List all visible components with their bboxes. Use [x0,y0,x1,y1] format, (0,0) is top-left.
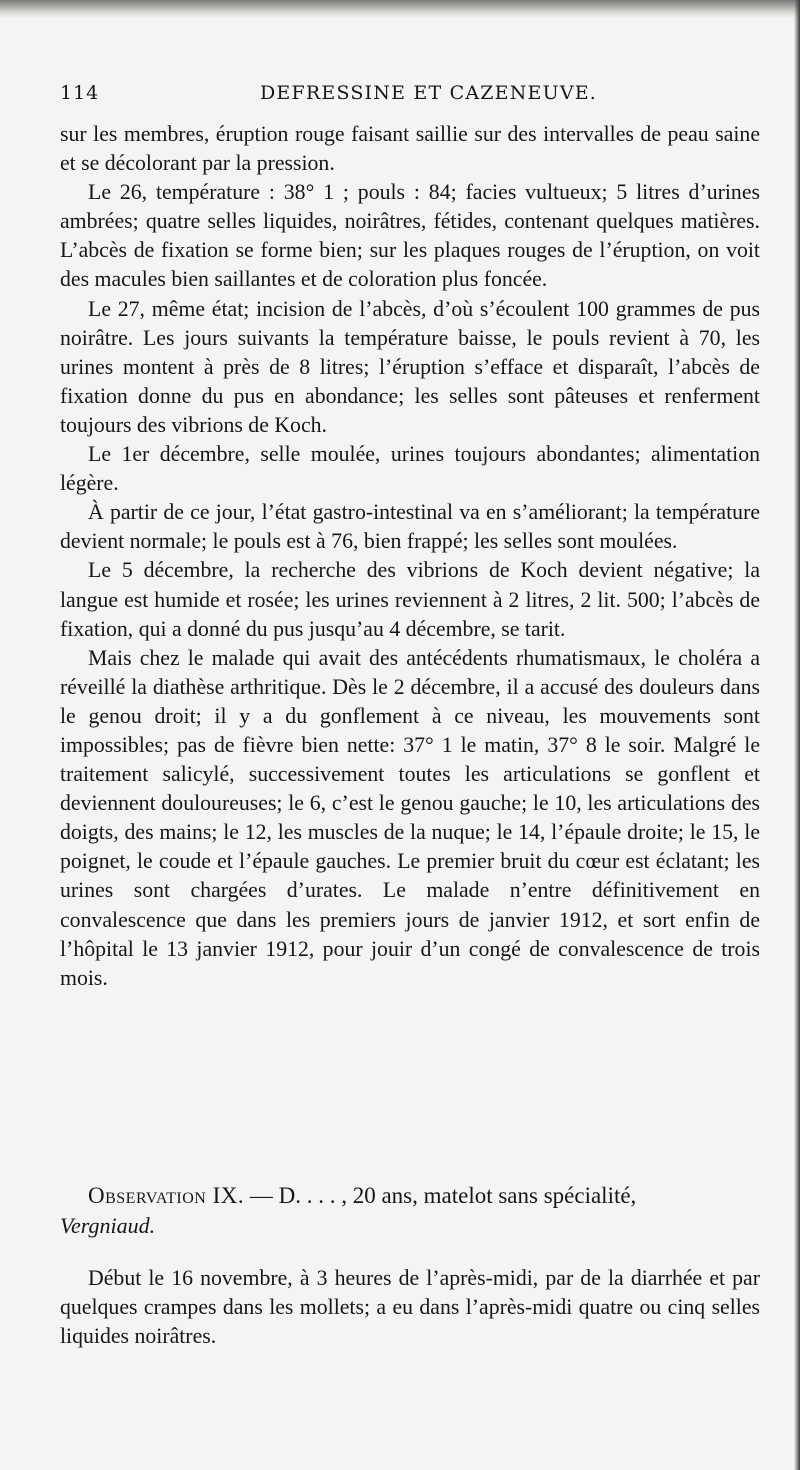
observation-first-paragraph: Début le 16 novembre, à 3 heures de l’après-midi, par de la diarrhée et par quelques crampes dans les mollets; a eu dans l’après-midi quatre ou cinq selles liquides noirâtres. [60,1266,760,1349]
paragraph-rhumatismes: Mais chez le malade qui avait des antécédents rhumatismaux, le choléra a réveillé la diathèse arthritique. Dès le 2 décembre, il a accusé des douleurs dans le genou droit; il y a du gonflement à ce niveau, les mouvements sont impossibles; pas de fièvre bien nette: 37° 1 le matin, 37° 8 le soir. Malgré le traitement salicylé, successivement toutes les articulations se gonflent et deviennent douloureuses; le 6, c’est le genou gauche; le 10, les articulations des doigts, des mains; le 12, les muscles de la nuque; le 14, l’épaule droite; le 15, le poignet, le coude et l’épaule gauches. Le premier bruit du cœur est éclatant; les urines sont chargées d’urates. Le malade n’entre définitivement en convalescence que dans les premiers jours de janvier 1912, et sort enfin de l’hôpital le 13 janvier 1912, pour jouir d’un congé de convalescence de trois mois. [60,645,760,990]
paragraph-5-decembre: Le 5 décembre, la recherche des vibrions de Koch devient négative; la langue est humide et rosée; les urines reviennent à 2 litres, 2 lit. 500; l’abcès de fixation, qui a donné du pus jusqu’au 4 décembre, se tarit. [60,558,760,641]
running-head: DEFRESSINE ET CAZENEUVE. [260,82,598,104]
paragraph-le-26: Le 26, température : 38° 1 ; pouls : 84; facies vultueux; 5 litres d’urines ambrées; quatre selles liquides, noirâtres, fétides, contenant quelques matières. L’abcès de fixation se forme bien; sur les plaques rouges de l’éruption, on voit des macules bien saillantes et de coloration plus foncée. [60,180,760,292]
observation-heading-block [60,1181,760,1241]
observation-label: Observation IX. [88,1183,245,1208]
observation-heading [60,1181,760,1211]
page-header [60,82,760,112]
page-right-edge [794,0,800,1470]
paragraph-a-partir: À partir de ce jour, l’état gastro-intestinal va en s’améliorant; la température devient normale; le pouls est à 76, bien frappé; les selles sont moulées. [60,500,760,554]
page-number: 114 [60,82,100,104]
observation-body [60,1264,760,1351]
body-text [60,120,760,993]
paragraph-le-27: Le 27, même état; incision de l’abcès, d’où s’écoulent 100 grammes de pus noirâtre. Les jours suivants la température baisse, le pouls revient à 70, les urines montent à près de 8 litres; l’éruption s’efface et disparaît, l’abcès de fixation donne du pus en abondance; les selles sont pâteuses et renferment toujours des vibrions de Koch. [60,296,760,437]
paragraph-continued: sur les membres, éruption rouge faisant saillie sur des intervalles de peau saine et se décolorant par la pression. [60,122,760,176]
page-top-edge [0,0,800,18]
paragraph-1er-decembre: Le 1er décembre, selle moulée, urines toujours abondantes; alimentation légère. [60,442,760,496]
observation-heading-rest: — D. . . . , 20 ans, matelot sans spécialité, [244,1183,637,1208]
observation-subheading: Vergniaud. [60,1213,156,1238]
